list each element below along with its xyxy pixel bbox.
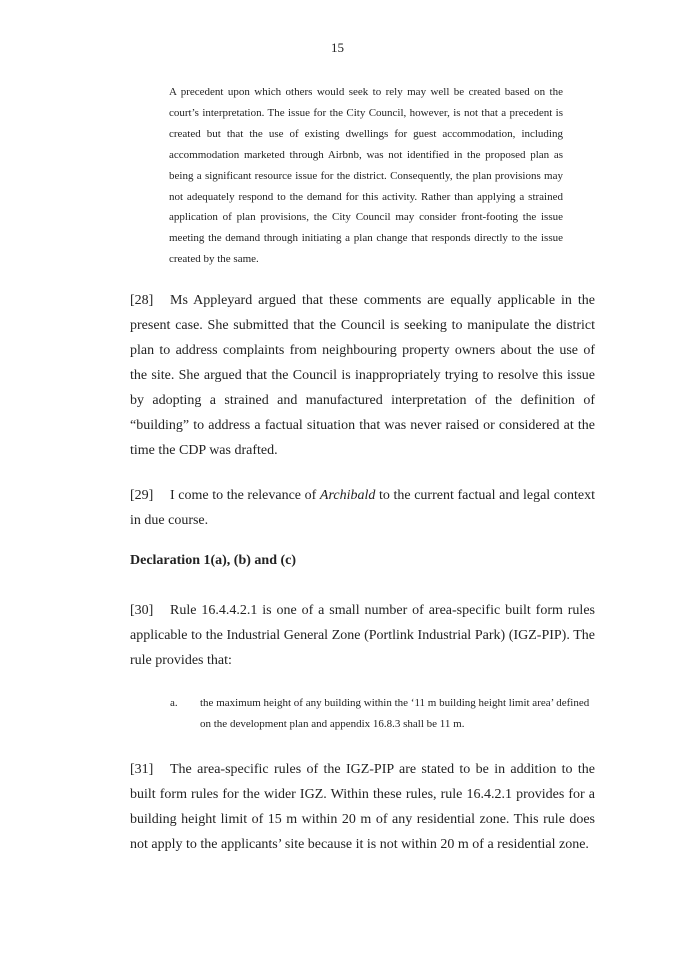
section-heading: Declaration 1(a), (b) and (c)	[130, 553, 297, 568]
paragraph-number: [31]	[130, 762, 154, 777]
paragraph-text: Rule 16.4.4.2.1 is one of a small number of area-specific built form rules applicable to the Industrial General Zone (Portlink Industrial Park) (IGZ-PIP). The rule provides that:	[130, 603, 595, 668]
case-name: Archibald	[319, 488, 376, 503]
list-marker: a.	[170, 697, 178, 709]
rule-text: the maximum height of any building within the ‘11 m building height limit area’ defined on the development plan and appendix 16.8.3 shall be 11 m.	[200, 697, 590, 730]
paragraph-text-after: to the current factual and legal context in due course.	[130, 488, 595, 528]
paragraph-number: [28]	[130, 293, 154, 308]
paragraph-30	[130, 598, 595, 673]
paragraph-text: Ms Appleyard argued that these comments are equally applicable in the present case. She submitted that the Council is seeking to manipulate the district plan to address complaints from neighbouring property owners about the use of the site. She argued that the Council is inappropriately trying to resolve this issue by adopting a strained and manufactured interpretation of the definition of “building” to address a factual situation that was never raised or considered at the time the CDP was drafted.	[130, 293, 595, 458]
rule-list-item	[170, 693, 590, 735]
block-quote: A precedent upon which others would seek to rely may well be created based on the court’s interpretation. The issue for the City Council, however, is not that a precedent is created but that the use of existing dwellings for guest accommodation, including accommodation marketed through Airbnb, was not identified in the proposed plan as being a significant resource issue for the district. Consequently, the plan provisions may not adequately respond to the demand for this activity. Rather than applying a strained application of plan provisions, the City Council may consider front-footing the issue meeting the demand through initiating a plan change that responds directly to the issue created by the same.	[169, 86, 563, 266]
paragraph-text-before: I come to the relevance of	[170, 488, 320, 503]
paragraph-number: [30]	[130, 603, 154, 618]
paragraph-31	[130, 757, 595, 857]
paragraph-number: [29]	[130, 488, 154, 503]
paragraph-29	[130, 483, 595, 533]
paragraph-28	[130, 288, 595, 463]
paragraph-text: The area-specific rules of the IGZ-PIP are stated to be in addition to the built form rules for the wider IGZ. Within these rules, rule 16.4.2.1 provides for a building height limit of 15 m within 20 m of any residential zone. This rule does not apply to the applicants’ site because it is not within 20 m of a residential zone.	[130, 762, 595, 852]
page-number: 15	[331, 40, 344, 55]
